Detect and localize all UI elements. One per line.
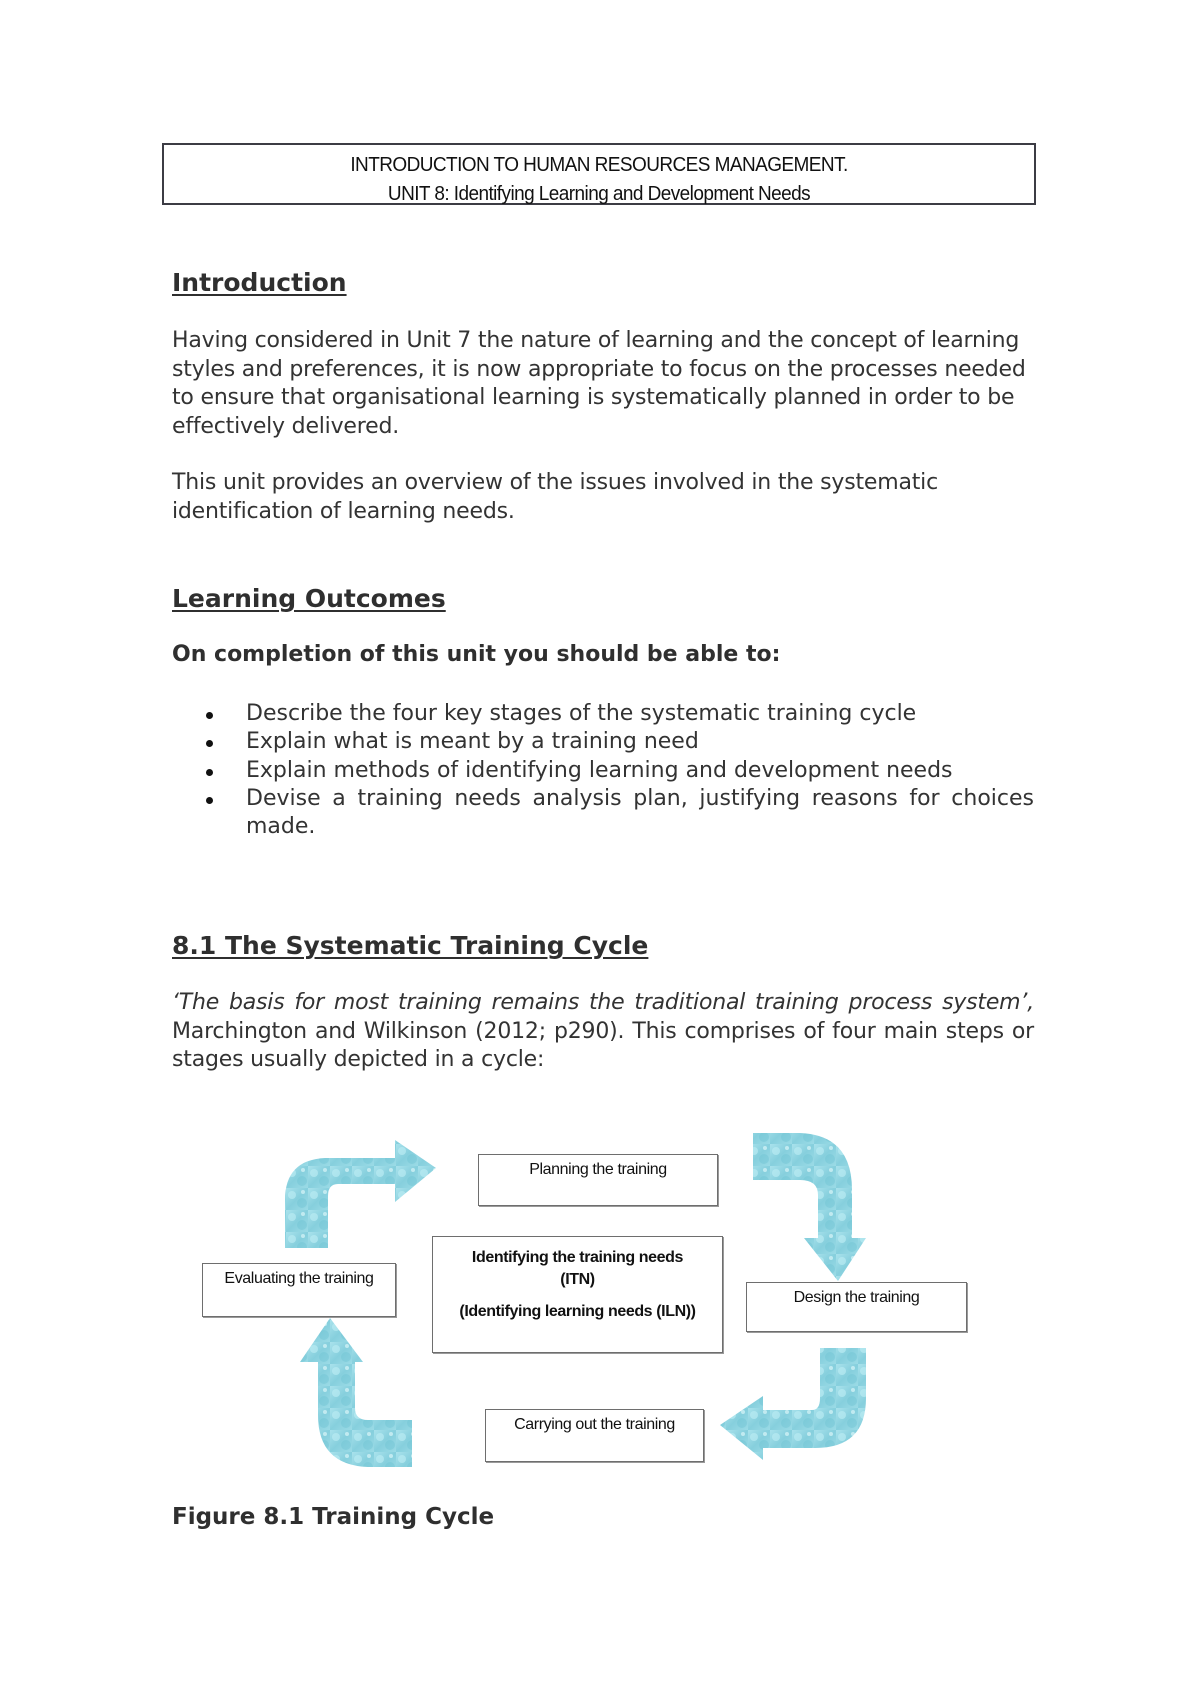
stage-planning-label: Planning the training [529, 1161, 667, 1178]
bullet-icon [206, 769, 213, 776]
introduction-paragraph-1: Having considered in Unit 7 the nature of learning and the concept of learning styles and preferences, it is now appropriate to focus on the processes needed to ensure that organisational learning is systematically planned in order to be effectively delivered. [172, 328, 1026, 439]
bullet-icon [206, 797, 213, 804]
stage-evaluating-box [202, 1263, 396, 1317]
arrow-evaluate-to-plan-icon [285, 1140, 436, 1248]
learning-outcomes-heading: Learning Outcomes [172, 584, 446, 613]
arrow-carry-to-evaluate-icon [300, 1318, 412, 1467]
bullet-icon [206, 740, 213, 747]
quote-text: ‘The basis for most training remains the traditional training process system’, [172, 990, 1034, 1015]
stage-design-label: Design the training [793, 1289, 920, 1306]
list-item [172, 728, 1034, 756]
arrow-plan-to-design-icon [753, 1133, 866, 1281]
list-item-text: Explain what is meant by a training need [246, 729, 699, 755]
list-item [172, 785, 1034, 842]
list-item-text: Explain methods of identifying learning and development needs [246, 757, 953, 783]
stage-planning-box [478, 1154, 718, 1206]
citation-text: Marchington and Wilkinson (2012; p290). This comprises of four main steps or stages usually depicted in a cycle: [172, 1018, 1034, 1072]
list-item-text: Devise a training needs analysis plan, justifying reasons for choices made. [246, 785, 1034, 840]
stage-carrying-out-box [485, 1409, 704, 1462]
stage-identifying-line2: (ITN) [560, 1271, 595, 1288]
list-item [172, 757, 1034, 785]
course-title: INTRODUCTION TO HUMAN RESOURCES MANAGEMENT. [350, 154, 848, 176]
unit-title: UNIT 8: Identifying Learning and Development Needs [387, 183, 811, 205]
bullet-icon [206, 712, 213, 719]
stage-evaluating-label: Evaluating the training [224, 1270, 374, 1287]
section-8-1-heading: 8.1 The Systematic Training Cycle [172, 931, 649, 960]
introduction-heading: Introduction [172, 268, 347, 297]
stage-identifying-needs-box [432, 1236, 723, 1353]
stage-identifying-line3: (Identifying learning needs (ILN)) [459, 1303, 696, 1320]
section-8-1-paragraph [172, 989, 1034, 1075]
stage-design-box [746, 1282, 967, 1332]
learning-outcomes-list [172, 700, 1034, 841]
figure-caption: Figure 8.1 Training Cycle [172, 1504, 495, 1530]
learning-outcomes-lead: On completion of this unit you should be able to: [172, 642, 781, 667]
document-title-box [162, 143, 1036, 205]
stage-carrying-out-label: Carrying out the training [514, 1416, 675, 1433]
list-item [172, 700, 1034, 728]
introduction-paragraph-2: This unit provides an overview of the issues involved in the systematic identification of learning needs. [172, 470, 938, 524]
arrow-design-to-carry-icon [720, 1348, 866, 1460]
stage-identifying-line1: Identifying the training needs [471, 1249, 684, 1266]
list-item-text: Describe the four key stages of the systematic training cycle [246, 701, 917, 726]
